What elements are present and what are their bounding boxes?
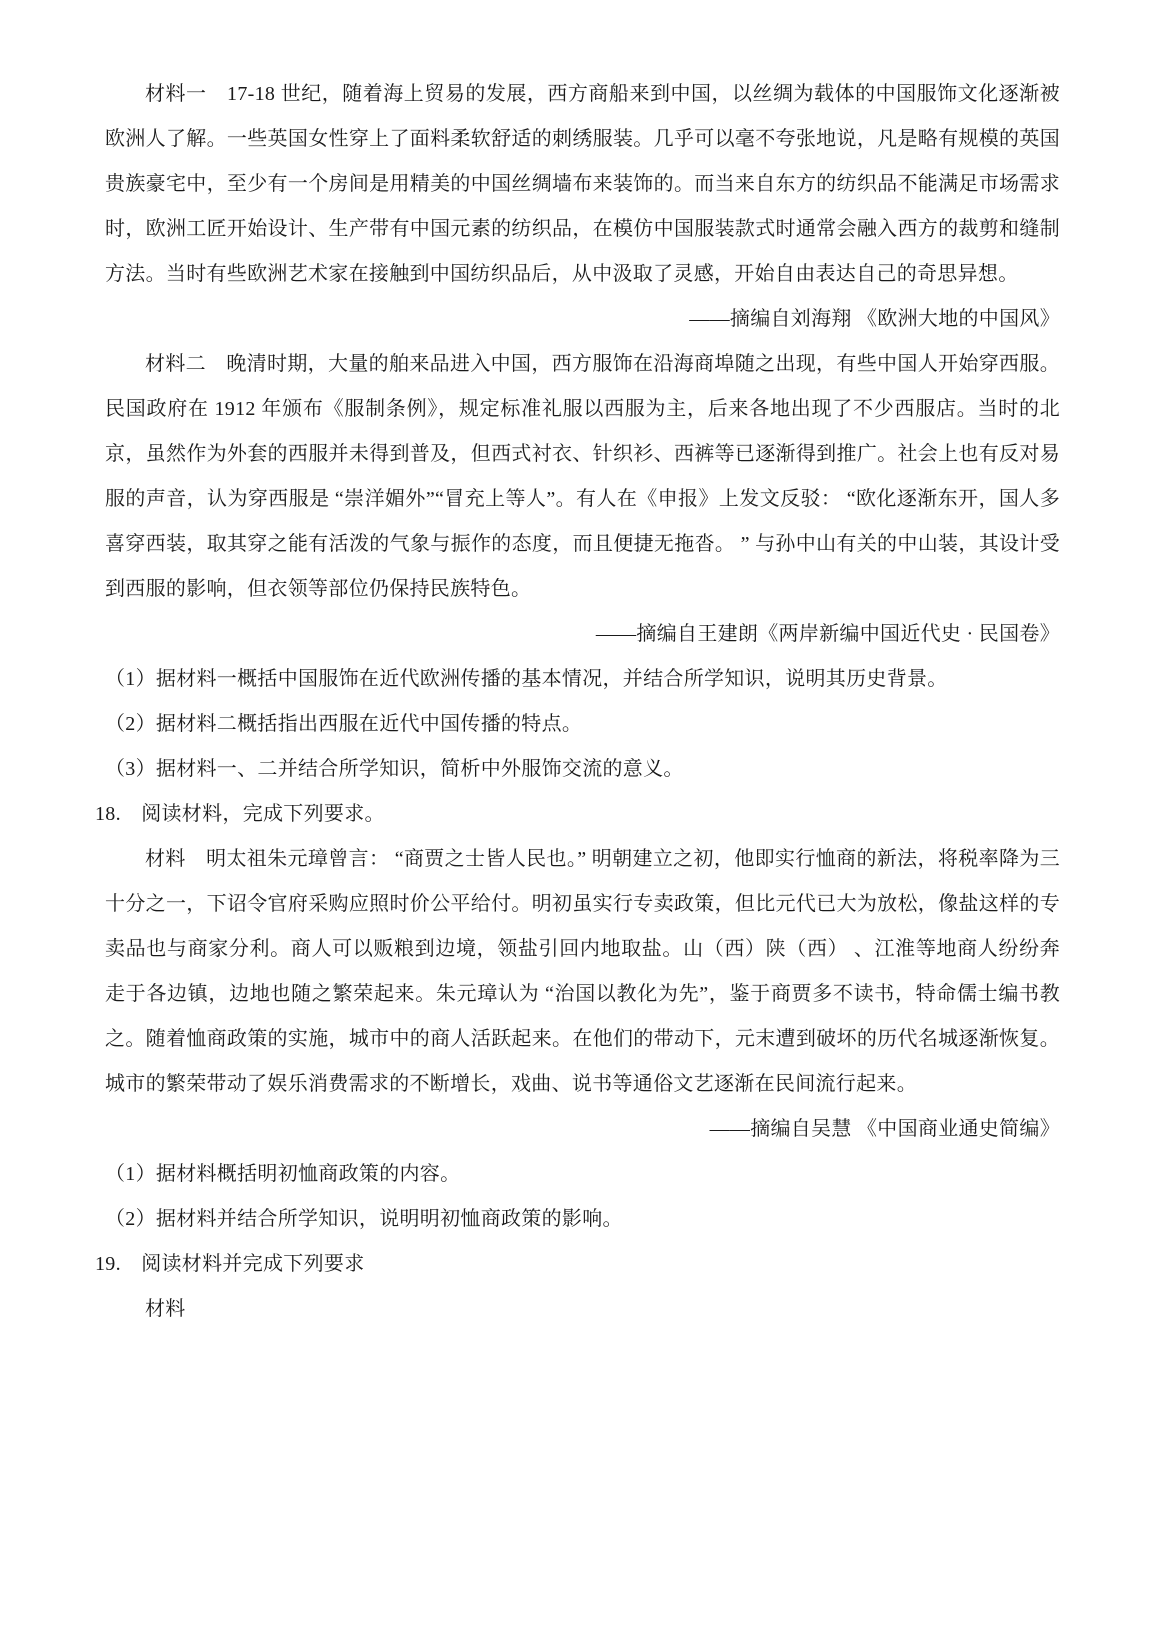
question-17-part2: （2）据材料二概括指出西服在近代中国传播的特点。 [105, 713, 583, 735]
material-one-source-attribution: ——摘编自刘海翔 《欧洲大地的中国风》 [689, 308, 1060, 330]
material-18-source-attribution: ——摘编自吴慧 《中国商业通史简编》 [709, 1118, 1060, 1140]
material-two-source-attribution: ——摘编自王建朗《两岸新编中国近代史 · 民国卷》 [595, 623, 1060, 645]
question-18-part1: （1）据材料概括明初恤商政策的内容。 [105, 1163, 461, 1185]
material-18-paragraph: 材料 明太祖朱元璋曾言： “商贾之士皆人民也。” 明朝建立之初，他即实行恤商的新法，将税率降为三十分之一，下诏令官府采购应照时价公平给付。明初虽实行专卖政策，但比元代已大为放松，像盐这样的专卖品也与商家分利。商人可以贩粮到边境，领盐引回内地取盐。山（西）陕（西） 、江淮等地商人纷纷奔走于各边镇，边地也随之繁荣起来。朱元璋认为 “治国以教化为先”，鉴于商贾多不读书，特命儒士编书教之。随着恤商政策的实施，城市中的商人活跃起来。在他们的带动下，元末遭到破坏的历代名城逐渐恢复。城市的繁荣带动了娱乐消费需求的不断增长，戏曲、说书等通俗文艺逐渐在民间流行起来。 [105, 848, 1060, 1095]
question-17-part3: （3）据材料一、二并结合所学知识，简析中外服饰交流的意义。 [105, 758, 684, 780]
question-18-header: 18. 阅读材料，完成下列要求。 [95, 803, 385, 825]
question-17-part1: （1）据材料一概括中国服饰在近代欧洲传播的基本情况，并结合所学知识，说明其历史背景。 [105, 668, 948, 690]
material-one-paragraph: 材料一 17-18 世纪，随着海上贸易的发展，西方商船来到中国，以丝绸为载体的中国服饰文化逐渐被欧洲人了解。一些英国女性穿上了面料柔软舒适的刺绣服装。几乎可以毫不夸张地说，凡是略有规模的英国贵族豪宅中，至少有一个房间是用精美的中国丝绸墙布来装饰的。而当来自东方的纺织品不能满足市场需求时，欧洲工匠开始设计、生产带有中国元素的纺织品，在模仿中国服装款式时通常会融入西方的裁剪和缝制方法。当时有些欧洲艺术家在接触到中国纺织品后，从中汲取了灵感，开始自由表达自己的奇思异想。 [105, 83, 1060, 285]
material-19-label: 材料 [145, 1298, 186, 1320]
material-two-paragraph: 材料二 晚清时期，大量的舶来品进入中国，西方服饰在沿海商埠随之出现，有些中国人开始穿西服。民国政府在 1912 年颁布《服制条例》，规定标准礼服以西服为主，后来各地出现了不少西服店。当时的北京，虽然作为外套的西服并未得到普及，但西式衬衣、针织衫、西裤等已逐渐得到推广。社会上也有反对易服的声音，认为穿西服是 “崇洋媚外”“冒充上等人”。有人在《申报》上发文反驳： “欧化逐渐东开，国人多喜穿西装，取其穿之能有活泼的气象与振作的态度，而且便捷无拖沓。 ” 与孙中山有关的中山装，其设计受到西服的影响，但衣领等部位仍保持民族特色。 [105, 353, 1060, 600]
question-18-part2: （2）据材料并结合所学知识，说明明初恤商政策的影响。 [105, 1208, 623, 1230]
question-19-header: 19. 阅读材料并完成下列要求 [95, 1253, 365, 1275]
